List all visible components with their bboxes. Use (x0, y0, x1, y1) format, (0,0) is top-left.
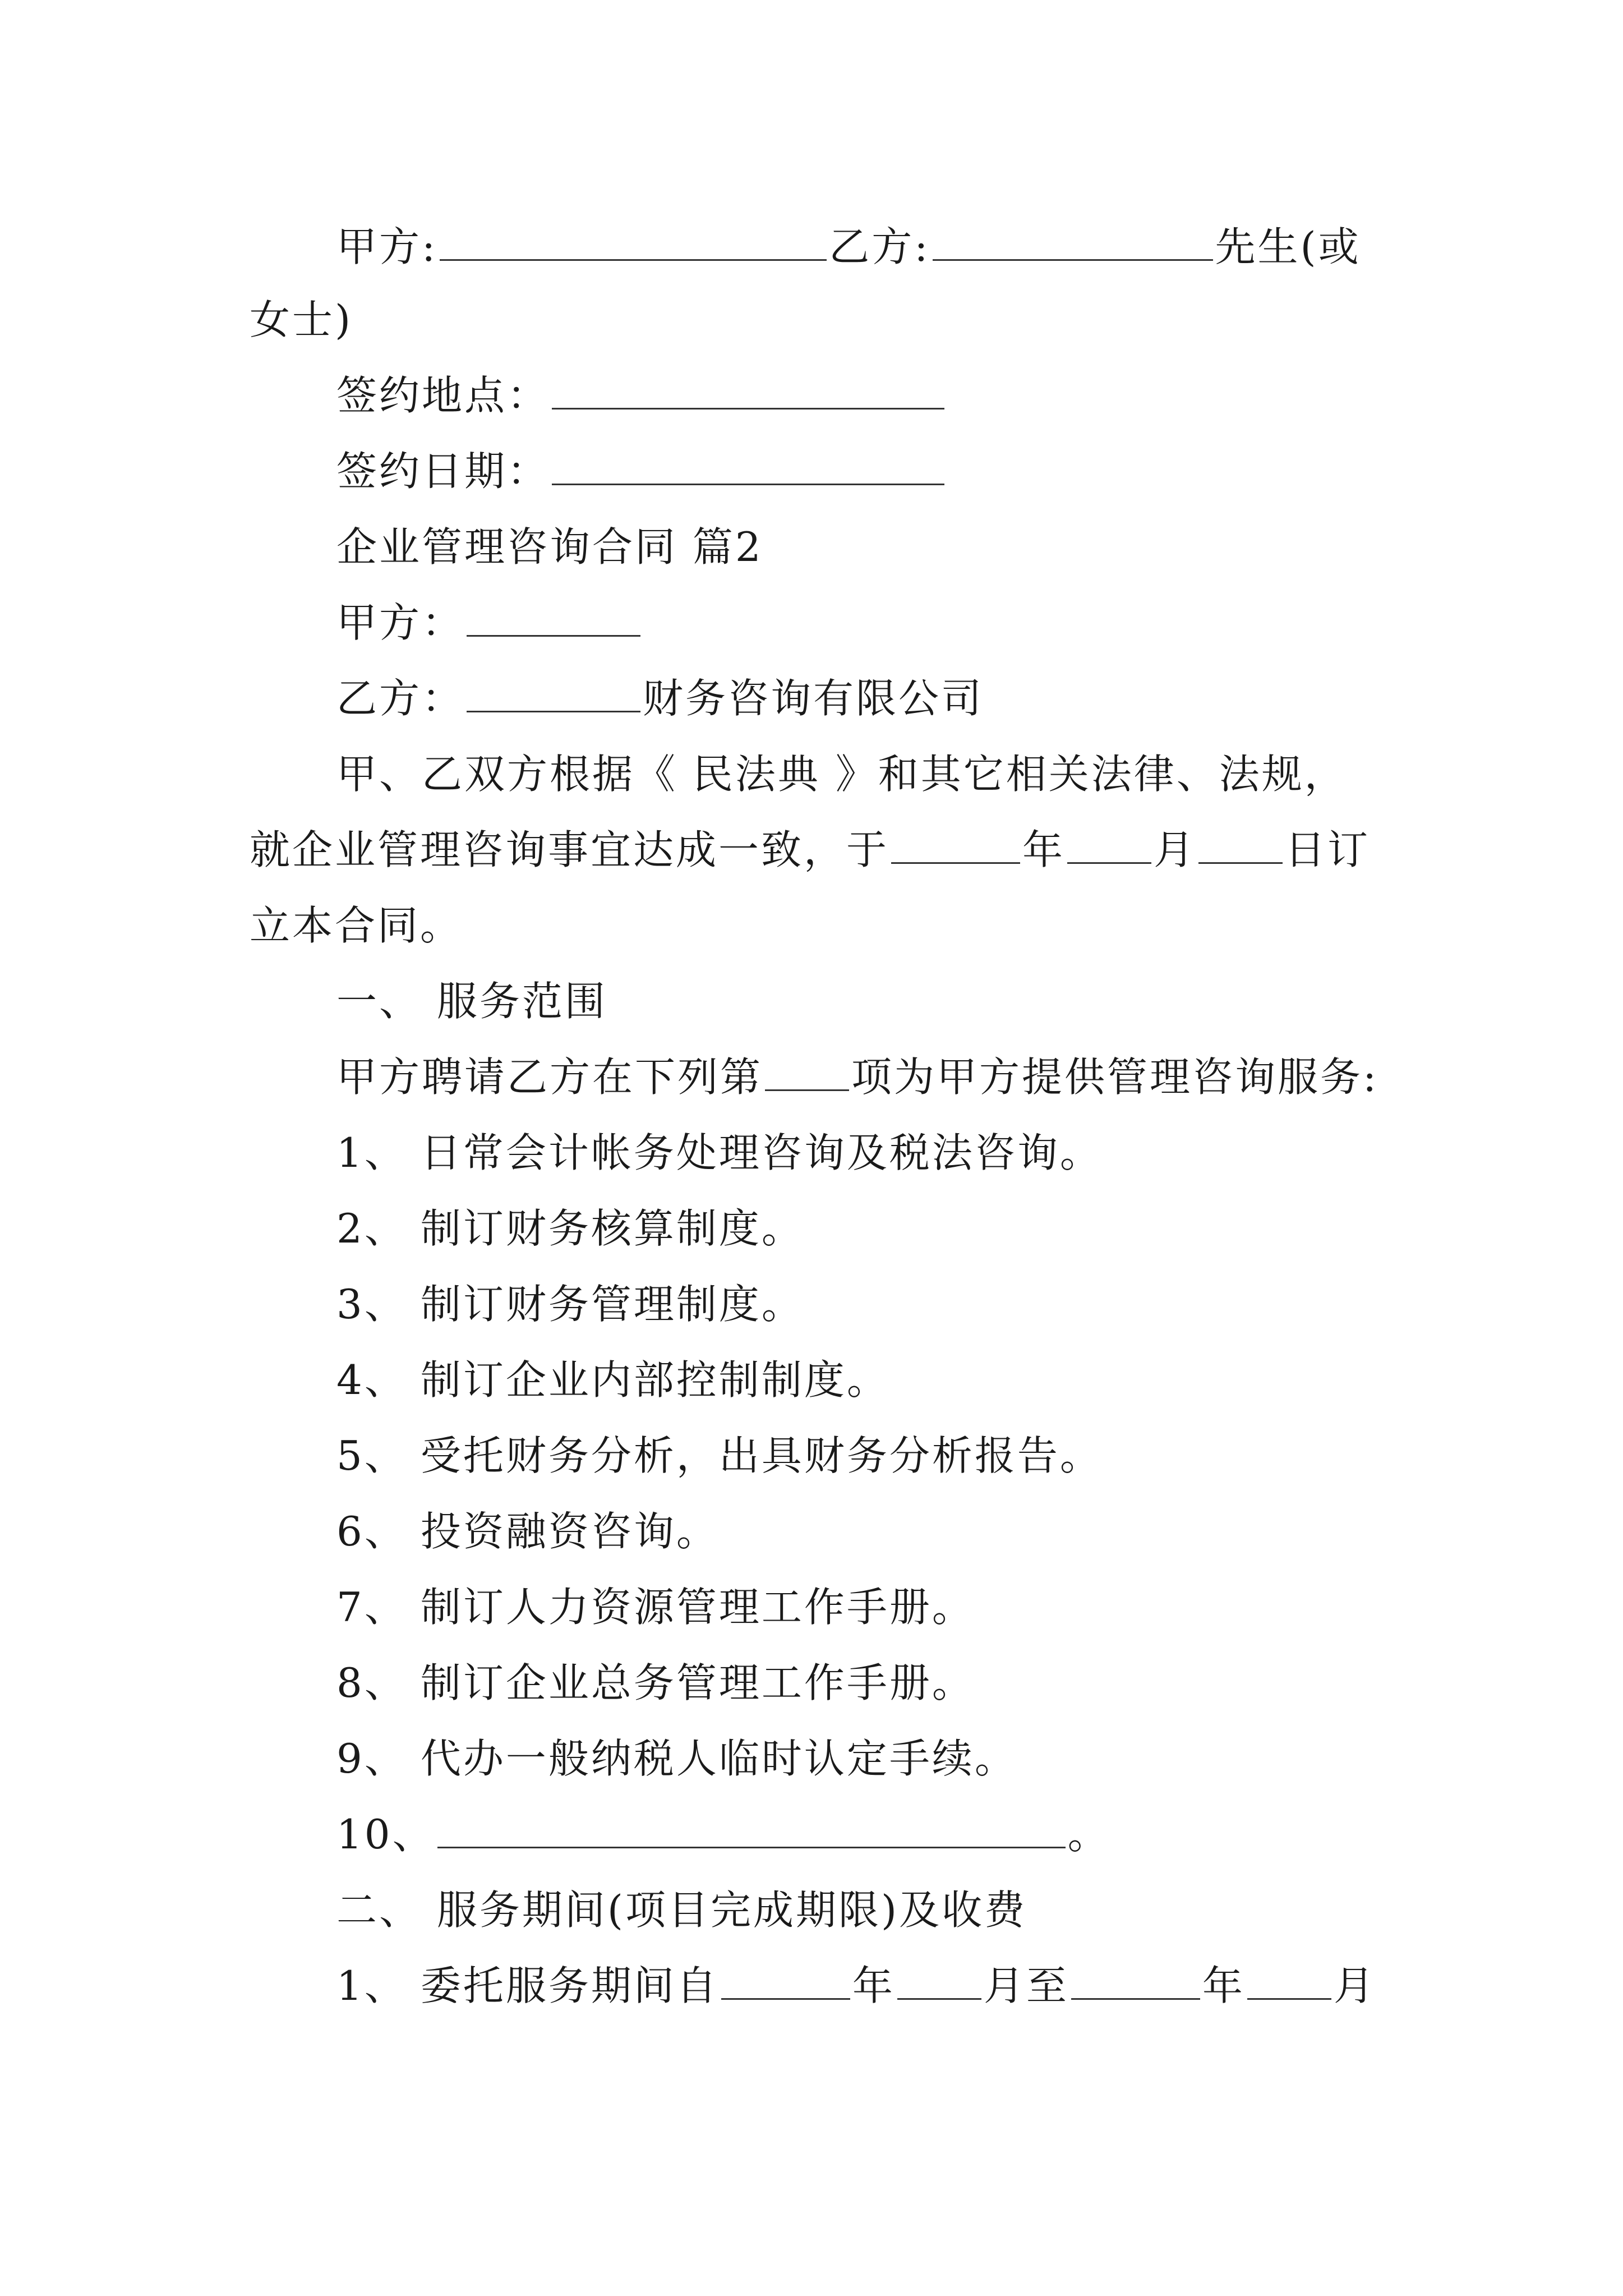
list-item (336, 1422, 1481, 1489)
party-a-label-2: 甲方： (336, 599, 465, 646)
period-year-label-2: 年 (1202, 1962, 1245, 2009)
list-item-text: 制订财务管理制度。 (420, 1281, 804, 1328)
list-item (336, 1119, 1481, 1186)
list-item-text: 日常会计帐务处理咨询及税法咨询。 (420, 1129, 1103, 1176)
period-start-year-blank[interactable] (721, 1957, 850, 2000)
intro-line-2 (250, 816, 1394, 884)
signing-date-label: 签约日期： (336, 448, 550, 495)
period-number: 1、 (336, 1962, 407, 2009)
list-item-text: 代办一般纳税人临时认定手续。 (420, 1735, 1017, 1782)
party-b-blank-2[interactable] (467, 669, 640, 712)
party-a-label: 甲方: (336, 223, 438, 270)
period-start-month-blank[interactable] (897, 1957, 981, 2000)
heading-service-period: 二、 服务期间(项目完成期限)及收费 (336, 1887, 1027, 1934)
period-year-label-1: 年 (852, 1962, 895, 2009)
list-item-number: 3、 (336, 1281, 407, 1328)
item10-blank[interactable] (437, 1805, 1066, 1848)
list-item-text: 投资融资咨询。 (420, 1508, 719, 1555)
period-end-year-blank[interactable] (1071, 1957, 1200, 2000)
scope-intro-suffix: 项为甲方提供管理咨询服务: (851, 1053, 1379, 1101)
year-label: 年 (1022, 826, 1066, 873)
party-b-blank[interactable] (933, 218, 1213, 261)
intro-line-3: 立本合同。 (250, 902, 463, 949)
scope-intro-prefix: 甲方聘请乙方在下列第 (336, 1053, 763, 1101)
period-prefix: 委托服务期间自 (420, 1962, 719, 2009)
list-item (336, 1195, 1481, 1262)
month-label: 月 (1154, 826, 1197, 873)
party-a-blank-2[interactable] (467, 593, 640, 637)
list-item-text: 制订企业总务管理工作手册。 (420, 1659, 975, 1706)
list-item-number: 10、 (336, 1811, 435, 1858)
year-blank[interactable] (891, 821, 1020, 864)
period-month-label-2: 月 (1333, 1962, 1376, 2009)
list-item-10 (336, 1801, 1481, 1868)
party-b-label: 乙方: (829, 223, 930, 270)
list-item-number: 9、 (336, 1735, 407, 1782)
period-line (336, 1952, 1481, 2019)
signing-place-line (336, 362, 1481, 429)
list-item-number: 7、 (336, 1584, 407, 1631)
month-blank[interactable] (1067, 821, 1151, 864)
list-item (336, 1271, 1481, 1338)
list-item-number: 5、 (336, 1432, 407, 1479)
item-number-blank[interactable] (765, 1048, 849, 1091)
list-item-text: 制订企业内部控制制度。 (420, 1356, 889, 1404)
party-b-label-2: 乙方： (336, 675, 465, 722)
list-item (336, 1725, 1481, 1792)
list-item-number: 6、 (336, 1508, 407, 1555)
signing-date-line (336, 438, 1481, 505)
list-item (336, 1573, 1481, 1641)
list-item-number: 8、 (336, 1659, 407, 1706)
period-end-month-blank[interactable] (1247, 1957, 1331, 2000)
list-item-number: 1、 (336, 1129, 407, 1176)
list-item-text: 受托财务分析，出具财务分析报告。 (420, 1432, 1103, 1479)
list-item (336, 1346, 1481, 1414)
list-item-number: 2、 (336, 1205, 407, 1252)
heading-service-scope: 一、 服务范围 (336, 978, 607, 1025)
signing-place-label: 签约地点： (336, 372, 550, 419)
list-item-text: 制订人力资源管理工作手册。 (420, 1584, 975, 1631)
scope-intro-line (336, 1043, 1481, 1111)
day-label: 日订 (1285, 826, 1371, 873)
party-line-1 (336, 213, 1481, 280)
section-title: 企业管理咨询合同 篇2 (336, 523, 763, 570)
signing-date-blank[interactable] (552, 442, 944, 485)
intro-prefix: 就企业管理咨询事宜达成一致，于 (250, 826, 889, 873)
party-a-line (336, 589, 1481, 656)
party-b-company: 财务咨询有限公司 (643, 675, 984, 722)
list-item (336, 1649, 1481, 1717)
list-item (336, 1498, 1481, 1565)
period-month-label-1: 月至 (983, 1962, 1069, 2009)
list-item-number: 4、 (336, 1356, 407, 1404)
day-blank[interactable] (1198, 821, 1283, 864)
party-b-suffix: 先生(或 (1215, 223, 1361, 270)
party-b-line (336, 665, 1481, 732)
item10-suffix: 。 (1067, 1811, 1110, 1858)
party-line-2: 女士) (250, 296, 353, 343)
intro-line-1: 甲、乙双方根据《 民法典 》和其它相关法律、法规， (336, 751, 1347, 798)
signing-place-blank[interactable] (552, 366, 944, 409)
list-item-text: 制订财务核算制度。 (420, 1205, 804, 1252)
party-a-blank[interactable] (440, 218, 827, 261)
